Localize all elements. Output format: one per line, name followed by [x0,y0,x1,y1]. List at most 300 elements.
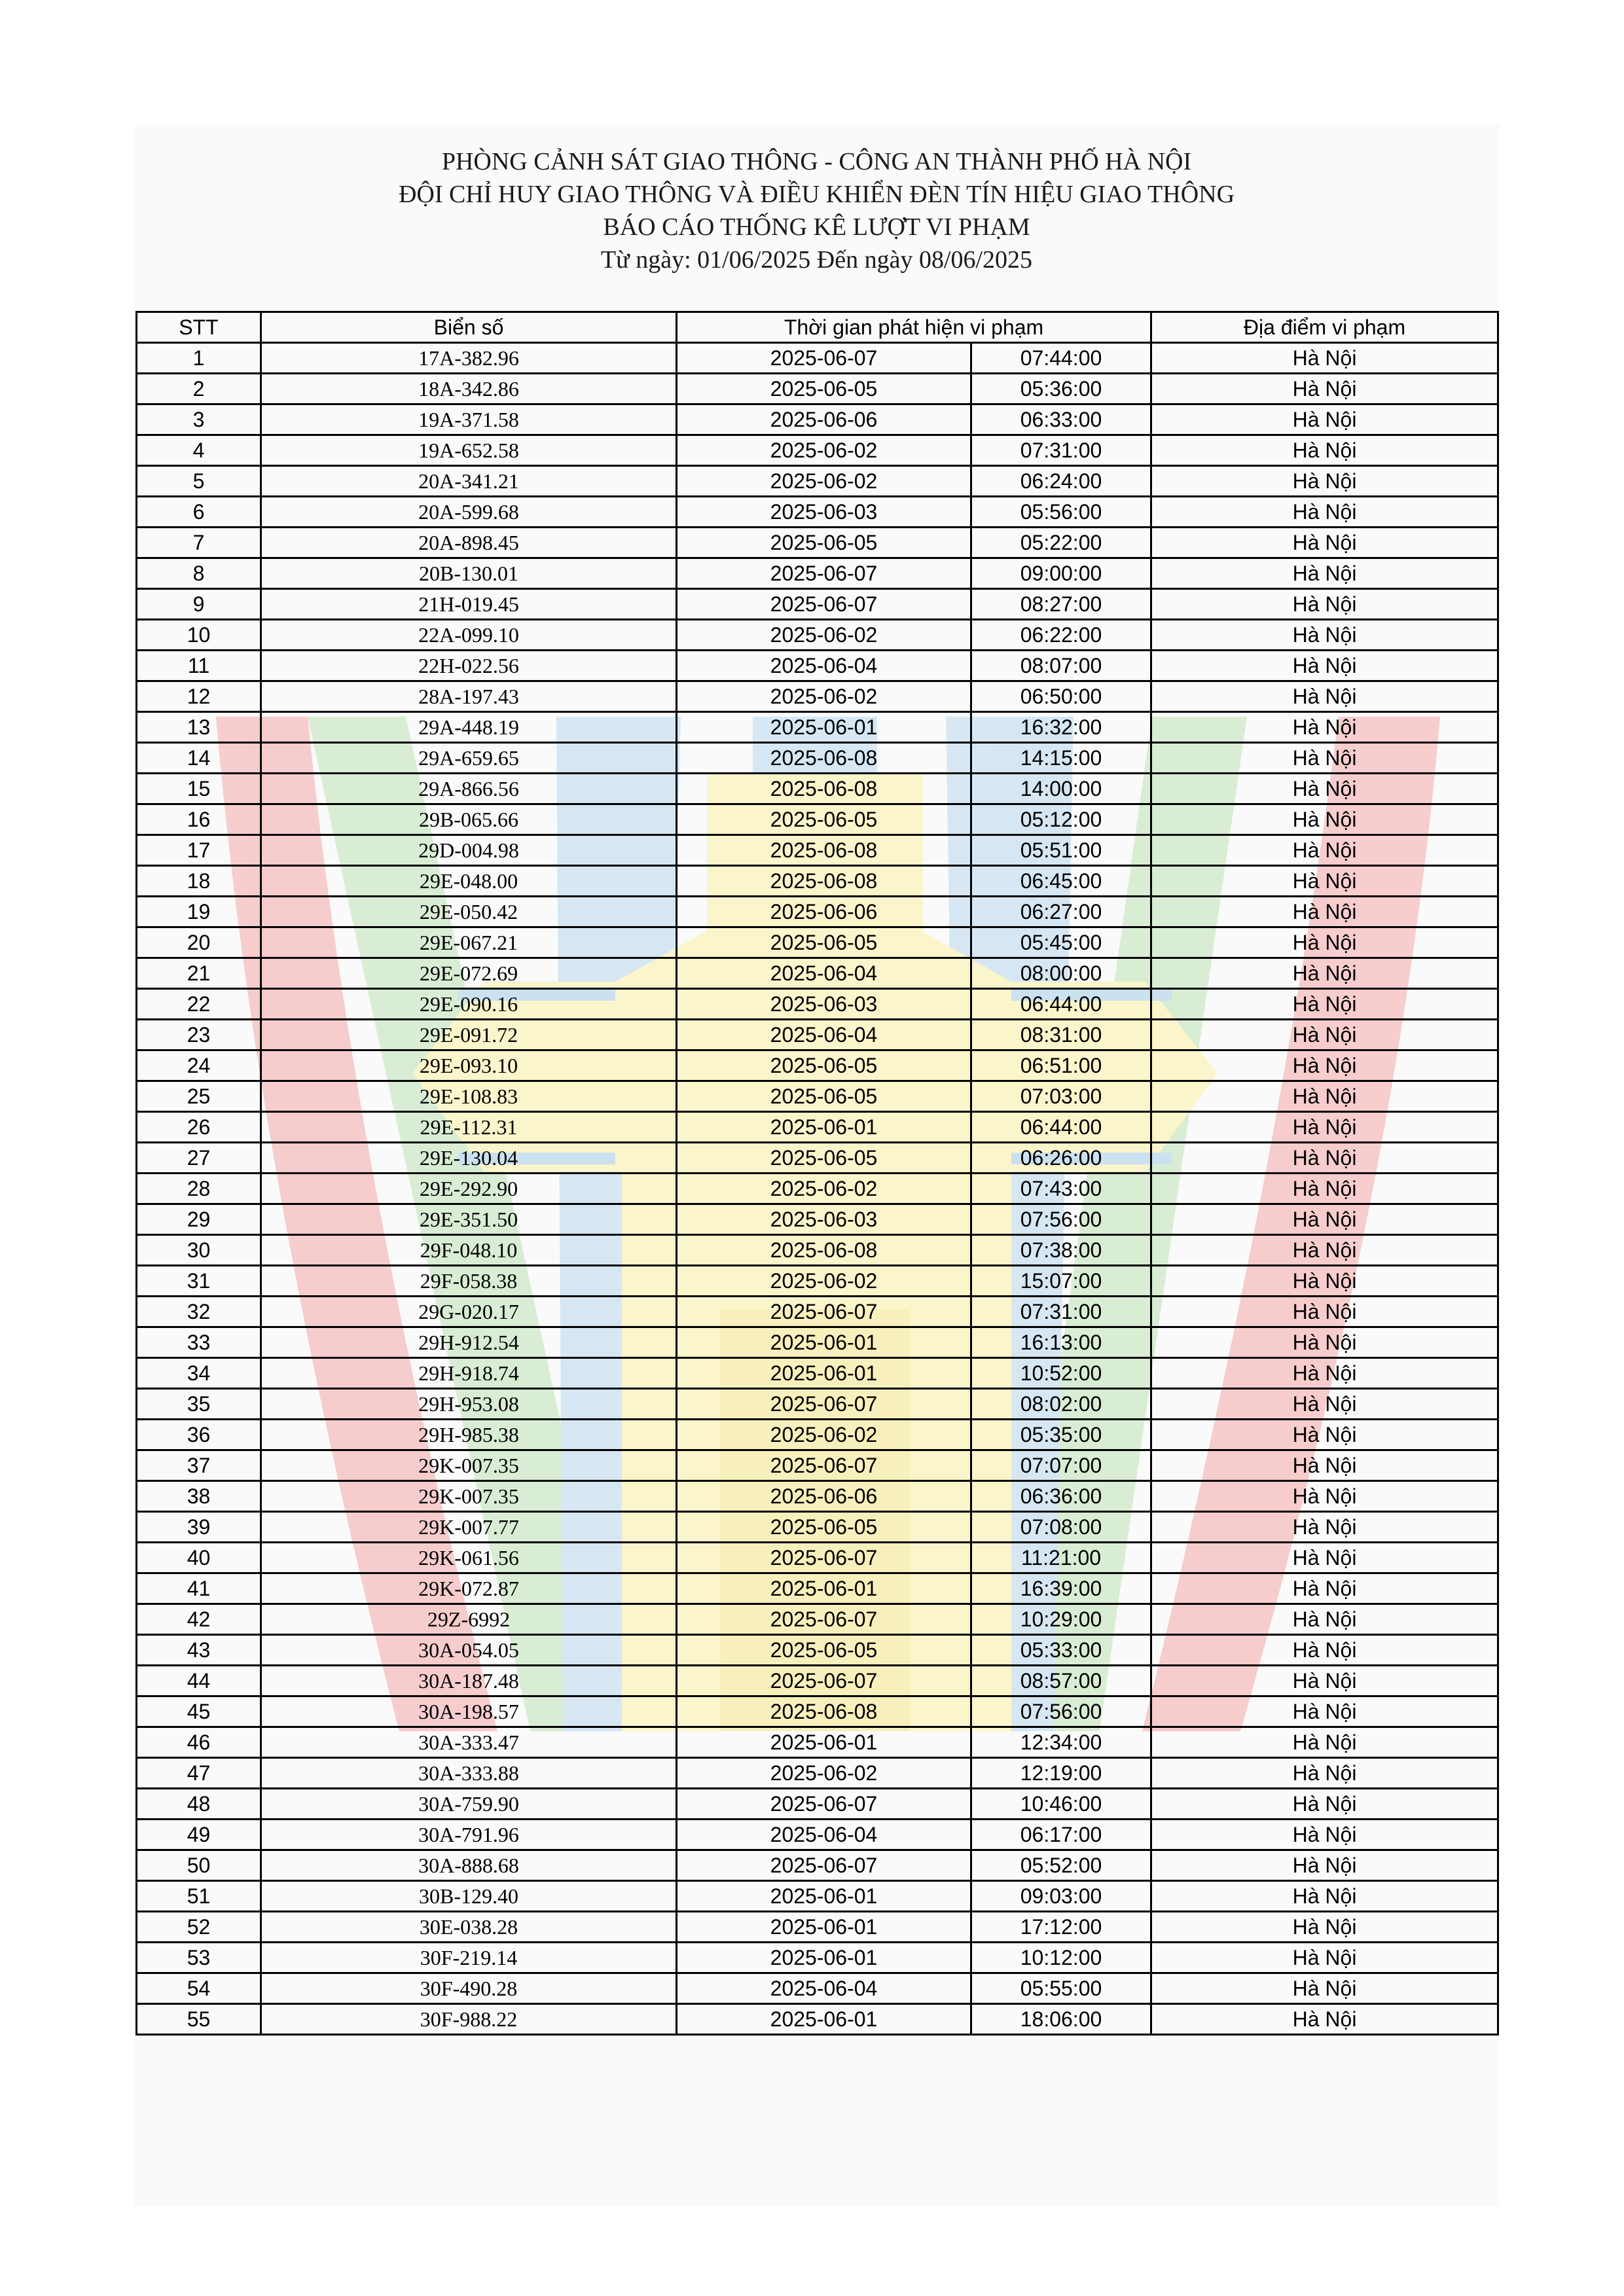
cell-date: 2025-06-01 [677,1358,971,1389]
cell-time: 08:57:00 [971,1666,1151,1696]
cell-stt: 12 [137,681,261,712]
cell-location: Hà Nội [1151,835,1498,866]
cell-date: 2025-06-04 [677,1973,971,2004]
cell-location: Hà Nội [1151,1481,1498,1512]
cell-time: 06:26:00 [971,1143,1151,1174]
table-row [137,743,1498,774]
cell-plate: 30E-038.28 [261,1912,677,1943]
cell-location: Hà Nội [1151,1081,1498,1112]
cell-location: Hà Nội [1151,897,1498,927]
cell-date: 2025-06-01 [677,712,971,743]
cell-plate: 20B-130.01 [261,558,677,589]
cell-plate: 29H-953.08 [261,1389,677,1420]
cell-stt: 36 [137,1420,261,1450]
cell-time: 10:12:00 [971,1943,1151,1973]
cell-location: Hà Nội [1151,774,1498,804]
cell-plate: 30F-219.14 [261,1943,677,1973]
cell-plate: 29E-090.16 [261,989,677,1020]
cell-date: 2025-06-07 [677,589,971,620]
cell-time: 15:07:00 [971,1266,1151,1297]
cell-time: 16:32:00 [971,712,1151,743]
cell-location: Hà Nội [1151,681,1498,712]
cell-stt: 26 [137,1112,261,1143]
cell-location: Hà Nội [1151,712,1498,743]
cell-time: 05:35:00 [971,1420,1151,1450]
cell-date: 2025-06-01 [677,1881,971,1912]
cell-stt: 53 [137,1943,261,1973]
cell-time: 05:55:00 [971,1973,1151,2004]
cell-stt: 55 [137,2004,261,2035]
cell-date: 2025-06-08 [677,1235,971,1266]
table-row [137,343,1498,374]
cell-stt: 34 [137,1358,261,1389]
cell-date: 2025-06-07 [677,1666,971,1696]
cell-location: Hà Nội [1151,1512,1498,1543]
cell-location: Hà Nội [1151,404,1498,435]
cell-date: 2025-06-05 [677,528,971,558]
cell-time: 05:33:00 [971,1635,1151,1666]
cell-time: 06:22:00 [971,620,1151,651]
cell-location: Hà Nội [1151,804,1498,835]
cell-stt: 52 [137,1912,261,1943]
table-row [137,681,1498,712]
header-unit: ĐỘI CHỈ HUY GIAO THÔNG VÀ ĐIỀU KHIỂN ĐÈN TÍN HIỆU GIAO THÔNG [398,181,1235,208]
table-row [137,1358,1498,1389]
cell-stt: 37 [137,1450,261,1481]
cell-plate: 30A-187.48 [261,1666,677,1696]
table-row [137,1481,1498,1512]
cell-time: 07:56:00 [971,1204,1151,1235]
table-row [137,1450,1498,1481]
cell-location: Hà Nội [1151,1943,1498,1973]
cell-stt: 3 [137,404,261,435]
table-row [137,1850,1498,1881]
cell-plate: 22H-022.56 [261,651,677,681]
cell-time: 09:03:00 [971,1881,1151,1912]
cell-location: Hà Nội [1151,435,1498,466]
cell-stt: 6 [137,497,261,528]
cell-plate: 30F-988.22 [261,2004,677,2035]
cell-time: 08:31:00 [971,1020,1151,1050]
cell-plate: 30A-888.68 [261,1850,677,1881]
cell-plate: 29E-072.69 [261,958,677,989]
cell-location: Hà Nội [1151,651,1498,681]
violation-table [135,311,1499,2036]
cell-plate: 19A-371.58 [261,404,677,435]
cell-stt: 39 [137,1512,261,1543]
cell-location: Hà Nội [1151,466,1498,497]
cell-location: Hà Nội [1151,1420,1498,1450]
cell-time: 06:44:00 [971,989,1151,1020]
cell-plate: 29E-292.90 [261,1174,677,1204]
cell-time: 05:36:00 [971,374,1151,404]
cell-plate: 29E-351.50 [261,1204,677,1235]
cell-stt: 49 [137,1820,261,1850]
cell-stt: 16 [137,804,261,835]
table-row [137,989,1498,1020]
cell-plate: 29B-065.66 [261,804,677,835]
cell-time: 11:21:00 [971,1543,1151,1573]
table-row [137,1635,1498,1666]
cell-stt: 5 [137,466,261,497]
cell-plate: 29E-112.31 [261,1112,677,1143]
cell-stt: 15 [137,774,261,804]
table-row [137,620,1498,651]
table-row [137,1050,1498,1081]
cell-location: Hà Nội [1151,528,1498,558]
cell-stt: 32 [137,1297,261,1327]
cell-location: Hà Nội [1151,743,1498,774]
cell-location: Hà Nội [1151,1204,1498,1235]
cell-plate: 20A-341.21 [261,466,677,497]
table-header-row [137,312,1498,343]
cell-stt: 21 [137,958,261,989]
cell-date: 2025-06-05 [677,804,971,835]
cell-time: 05:52:00 [971,1850,1151,1881]
cell-date: 2025-06-05 [677,927,971,958]
cell-date: 2025-06-05 [677,374,971,404]
cell-date: 2025-06-02 [677,435,971,466]
cell-date: 2025-06-07 [677,558,971,589]
cell-date: 2025-06-08 [677,866,971,897]
cell-date: 2025-06-08 [677,835,971,866]
cell-location: Hà Nội [1151,1543,1498,1573]
cell-location: Hà Nội [1151,343,1498,374]
column-header-plate: Biển số [261,312,677,343]
cell-location: Hà Nội [1151,589,1498,620]
cell-stt: 2 [137,374,261,404]
cell-time: 07:44:00 [971,343,1151,374]
cell-stt: 20 [137,927,261,958]
cell-stt: 11 [137,651,261,681]
cell-stt: 35 [137,1389,261,1420]
cell-date: 2025-06-03 [677,989,971,1020]
cell-time: 07:08:00 [971,1512,1151,1543]
cell-time: 14:15:00 [971,743,1151,774]
cell-date: 2025-06-02 [677,681,971,712]
table-row [137,927,1498,958]
cell-stt: 23 [137,1020,261,1050]
report-header [134,145,1499,276]
cell-stt: 7 [137,528,261,558]
table-row [137,804,1498,835]
cell-date: 2025-06-08 [677,1696,971,1727]
cell-date: 2025-06-01 [677,1727,971,1758]
table-row [137,1266,1498,1297]
cell-date: 2025-06-07 [677,1789,971,1820]
cell-plate: 30A-759.90 [261,1789,677,1820]
cell-plate: 17A-382.96 [261,343,677,374]
cell-time: 08:00:00 [971,958,1151,989]
cell-time: 09:00:00 [971,558,1151,589]
cell-stt: 28 [137,1174,261,1204]
cell-time: 06:50:00 [971,681,1151,712]
cell-time: 10:52:00 [971,1358,1151,1389]
cell-location: Hà Nội [1151,497,1498,528]
table-row [137,1696,1498,1727]
table-row [137,435,1498,466]
cell-time: 06:51:00 [971,1050,1151,1081]
cell-location: Hà Nội [1151,1450,1498,1481]
cell-date: 2025-06-06 [677,404,971,435]
table-row [137,497,1498,528]
cell-plate: 30A-054.05 [261,1635,677,1666]
cell-location: Hà Nội [1151,1297,1498,1327]
cell-date: 2025-06-02 [677,1174,971,1204]
cell-location: Hà Nội [1151,1789,1498,1820]
cell-location: Hà Nội [1151,1820,1498,1850]
cell-time: 06:17:00 [971,1820,1151,1850]
cell-stt: 48 [137,1789,261,1820]
cell-date: 2025-06-01 [677,2004,971,2035]
cell-time: 06:36:00 [971,1481,1151,1512]
cell-plate: 29G-020.17 [261,1297,677,1327]
table-row [137,1235,1498,1266]
cell-plate: 19A-652.58 [261,435,677,466]
cell-date: 2025-06-05 [677,1050,971,1081]
cell-date: 2025-06-05 [677,1081,971,1112]
table-row [137,1143,1498,1174]
table-row [137,1112,1498,1143]
cell-time: 05:12:00 [971,804,1151,835]
cell-stt: 42 [137,1604,261,1635]
cell-date: 2025-06-03 [677,497,971,528]
table-row [137,1912,1498,1943]
cell-time: 17:12:00 [971,1912,1151,1943]
cell-stt: 30 [137,1235,261,1266]
cell-date: 2025-06-02 [677,1266,971,1297]
cell-date: 2025-06-02 [677,620,971,651]
cell-date: 2025-06-02 [677,1758,971,1789]
cell-location: Hà Nội [1151,1389,1498,1420]
cell-time: 14:00:00 [971,774,1151,804]
cell-plate: 29K-072.87 [261,1573,677,1604]
table-row [137,1943,1498,1973]
cell-location: Hà Nội [1151,374,1498,404]
cell-stt: 46 [137,1727,261,1758]
cell-stt: 4 [137,435,261,466]
table-row [137,1327,1498,1358]
cell-stt: 10 [137,620,261,651]
table-row [137,712,1498,743]
table-row [137,1881,1498,1912]
table-row [137,589,1498,620]
table-row [137,558,1498,589]
table-row [137,1297,1498,1327]
table-row [137,1020,1498,1050]
cell-stt: 54 [137,1973,261,2004]
cell-location: Hà Nội [1151,1020,1498,1050]
cell-date: 2025-06-06 [677,1481,971,1512]
cell-location: Hà Nội [1151,1174,1498,1204]
cell-stt: 29 [137,1204,261,1235]
cell-stt: 41 [137,1573,261,1604]
table-row [137,2004,1498,2035]
table-row [137,1573,1498,1604]
cell-plate: 29A-448.19 [261,712,677,743]
cell-time: 08:27:00 [971,589,1151,620]
cell-plate: 30A-333.47 [261,1727,677,1758]
cell-plate: 29E-067.21 [261,927,677,958]
cell-location: Hà Nội [1151,558,1498,589]
cell-time: 08:02:00 [971,1389,1151,1420]
cell-date: 2025-06-07 [677,1850,971,1881]
table-row [137,1512,1498,1543]
table-row [137,466,1498,497]
cell-plate: 29A-659.65 [261,743,677,774]
cell-stt: 8 [137,558,261,589]
cell-location: Hà Nội [1151,866,1498,897]
cell-plate: 30F-490.28 [261,1973,677,2004]
cell-location: Hà Nội [1151,1850,1498,1881]
cell-date: 2025-06-04 [677,958,971,989]
cell-stt: 40 [137,1543,261,1573]
cell-time: 05:56:00 [971,497,1151,528]
cell-time: 06:33:00 [971,404,1151,435]
cell-plate: 30A-333.88 [261,1758,677,1789]
cell-date: 2025-06-07 [677,1297,971,1327]
cell-plate: 30B-129.40 [261,1881,677,1912]
table-row [137,528,1498,558]
cell-plate: 29H-918.74 [261,1358,677,1389]
cell-plate: 29K-061.56 [261,1543,677,1573]
table-row [137,1604,1498,1635]
cell-time: 05:51:00 [971,835,1151,866]
table-row [137,1543,1498,1573]
cell-time: 07:07:00 [971,1450,1151,1481]
table-row [137,897,1498,927]
cell-time: 05:45:00 [971,927,1151,958]
cell-plate: 29E-130.04 [261,1143,677,1174]
cell-plate: 29D-004.98 [261,835,677,866]
cell-time: 07:31:00 [971,1297,1151,1327]
cell-time: 12:19:00 [971,1758,1151,1789]
column-header-stt: STT [137,312,261,343]
cell-date: 2025-06-04 [677,1820,971,1850]
cell-date: 2025-06-01 [677,1573,971,1604]
table-row [137,1081,1498,1112]
table-row [137,866,1498,897]
report-date-range: Từ ngày: 01/06/2025 Đến ngày 08/06/2025 [600,246,1033,274]
cell-location: Hà Nội [1151,1758,1498,1789]
cell-location: Hà Nội [1151,1696,1498,1727]
cell-plate: 22A-099.10 [261,620,677,651]
cell-plate: 28A-197.43 [261,681,677,712]
cell-date: 2025-06-05 [677,1143,971,1174]
table-row [137,1758,1498,1789]
cell-plate: 29E-108.83 [261,1081,677,1112]
cell-time: 10:29:00 [971,1604,1151,1635]
cell-location: Hà Nội [1151,1604,1498,1635]
cell-location: Hà Nội [1151,1358,1498,1389]
cell-stt: 18 [137,866,261,897]
cell-location: Hà Nội [1151,927,1498,958]
cell-location: Hà Nội [1151,1112,1498,1143]
cell-time: 07:31:00 [971,435,1151,466]
cell-date: 2025-06-08 [677,743,971,774]
cell-time: 10:46:00 [971,1789,1151,1820]
cell-location: Hà Nội [1151,1050,1498,1081]
cell-time: 16:39:00 [971,1573,1151,1604]
cell-location: Hà Nội [1151,1635,1498,1666]
cell-stt: 31 [137,1266,261,1297]
cell-location: Hà Nội [1151,2004,1498,2035]
header-department: PHÒNG CẢNH SÁT GIAO THÔNG - CÔNG AN THÀNH PHỐ HÀ NỘI [441,148,1192,175]
cell-plate: 20A-898.45 [261,528,677,558]
cell-location: Hà Nội [1151,958,1498,989]
report-title: BÁO CÁO THỐNG KÊ LƯỢT VI PHẠM [603,213,1030,241]
cell-stt: 33 [137,1327,261,1358]
cell-time: 16:13:00 [971,1327,1151,1358]
table-row [137,1666,1498,1696]
cell-stt: 14 [137,743,261,774]
column-header-location: Địa điểm vi phạm [1151,312,1498,343]
cell-plate: 29K-007.35 [261,1450,677,1481]
table-body [137,343,1498,2035]
cell-stt: 9 [137,589,261,620]
cell-stt: 50 [137,1850,261,1881]
cell-plate: 29E-093.10 [261,1050,677,1081]
cell-date: 2025-06-07 [677,343,971,374]
cell-location: Hà Nội [1151,620,1498,651]
cell-plate: 21H-019.45 [261,589,677,620]
cell-date: 2025-06-05 [677,1635,971,1666]
cell-location: Hà Nội [1151,1327,1498,1358]
cell-location: Hà Nội [1151,1973,1498,2004]
cell-stt: 19 [137,897,261,927]
cell-date: 2025-06-01 [677,1327,971,1358]
cell-stt: 51 [137,1881,261,1912]
cell-time: 08:07:00 [971,651,1151,681]
cell-stt: 27 [137,1143,261,1174]
cell-location: Hà Nội [1151,1573,1498,1604]
table-row [137,1820,1498,1850]
cell-location: Hà Nội [1151,1912,1498,1943]
cell-date: 2025-06-01 [677,1112,971,1143]
cell-stt: 45 [137,1696,261,1727]
cell-stt: 24 [137,1050,261,1081]
cell-stt: 22 [137,989,261,1020]
table-row [137,1204,1498,1235]
cell-stt: 38 [137,1481,261,1512]
cell-stt: 47 [137,1758,261,1789]
table-row [137,1389,1498,1420]
table-row [137,374,1498,404]
cell-stt: 25 [137,1081,261,1112]
cell-plate: 29K-007.35 [261,1481,677,1512]
cell-plate: 29H-985.38 [261,1420,677,1450]
cell-location: Hà Nội [1151,1266,1498,1297]
cell-date: 2025-06-01 [677,1912,971,1943]
table-row [137,774,1498,804]
cell-plate: 29Z-6992 [261,1604,677,1635]
table-row [137,1789,1498,1820]
cell-date: 2025-06-07 [677,1604,971,1635]
cell-location: Hà Nội [1151,1727,1498,1758]
cell-plate: 29K-007.77 [261,1512,677,1543]
table-row [137,958,1498,989]
cell-time: 06:45:00 [971,866,1151,897]
cell-stt: 13 [137,712,261,743]
cell-plate: 29H-912.54 [261,1327,677,1358]
cell-stt: 1 [137,343,261,374]
cell-plate: 18A-342.86 [261,374,677,404]
cell-plate: 29A-866.56 [261,774,677,804]
table-row [137,1973,1498,2004]
cell-location: Hà Nội [1151,1235,1498,1266]
cell-date: 2025-06-07 [677,1389,971,1420]
cell-plate: 29E-091.72 [261,1020,677,1050]
